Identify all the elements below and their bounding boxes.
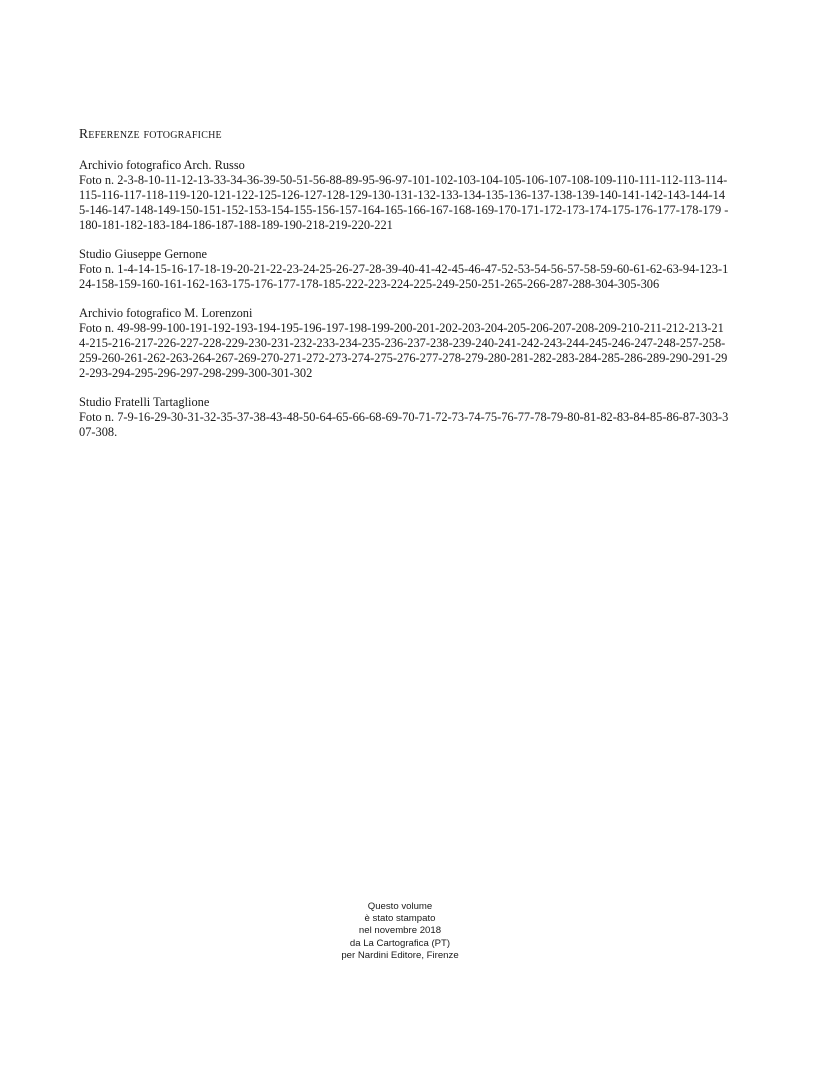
colophon-line: nel novembre 2018 (358, 925, 442, 937)
colophon-line: Questo volume (367, 901, 433, 912)
credit-photo-list: Foto n. 49-98-99-100-191-192-193-194-195-196-197-198-199-200-201-202-203-204-205-206-207-208-209-210-211-212-213-214-215-216-217-226-227-228-229-230-231-232-233-234-235-236-237-238-239-240-241-242-243-244-245-246-247-248-257-258-259-260-261-262-263-264-267-269-270-271-272-273-274-275-276-277-278-279-280-281-282-283-284-285-286-289-290-291-292-293-294-295-296-297-298-299-300-301-302 (79, 321, 728, 380)
photo-credits (79, 126, 729, 454)
colophon-line: per Nardini Editore, Firenze (341, 949, 459, 961)
credit-group-lorenzoni (79, 306, 729, 381)
credit-group-tartaglione (79, 395, 729, 440)
credit-source: Archivio fotografico Arch. Russo (79, 158, 245, 172)
credit-photo-list: Foto n. 1-4-14-15-16-17-18-19-20-21-22-23-24-25-26-27-28-39-40-41-42-45-46-47-52-53-54-56-57-58-59-60-61-62-63-94-123-124-158-159-160-161-162-163-175-176-177-178-185-222-223-224-225-249-250-251-265-266-287-288-304-305-306 (79, 262, 729, 291)
printing-colophon (0, 901, 800, 962)
colophon-line: da La Cartografica (PT) (349, 937, 451, 949)
credit-photo-list: Foto n. 2-3-8-10-11-12-13-33-34-36-39-50-51-56-88-89-95-96-97-101-102-103-104-105-106-107-108-109-110-111-112-113-114-115-116-117-118-119-120-121-122-125-126-127-128-129-130-131-132-133-134-135-136-137-138-139-140-141-142-143-144-145-146-147-148-149-150-151-152-153-154-155-156-157-164-165-166-167-168-169-170-171-172-173-174-175-176-177-178-179 -180-181-182-183-184-186-187-188-189-190-218-219-220-221 (79, 173, 729, 232)
credit-photo-list: Foto n. 7-9-16-29-30-31-32-35-37-38-43-48-50-64-65-66-68-69-70-71-72-73-74-75-76-77-78-79-80-81-82-83-84-85-86-87-303-307-308. (79, 410, 729, 439)
credit-source: Studio Giuseppe Gernone (79, 247, 208, 261)
credit-group-russo (79, 158, 729, 233)
section-title: Referenze fotografiche (79, 126, 222, 141)
credit-group-gernone (79, 247, 729, 292)
credit-source: Studio Fratelli Tartaglione (79, 395, 210, 409)
credit-source: Archivio fotografico M. Lorenzoni (79, 306, 253, 320)
colophon-line: è stato stampato (364, 913, 436, 925)
